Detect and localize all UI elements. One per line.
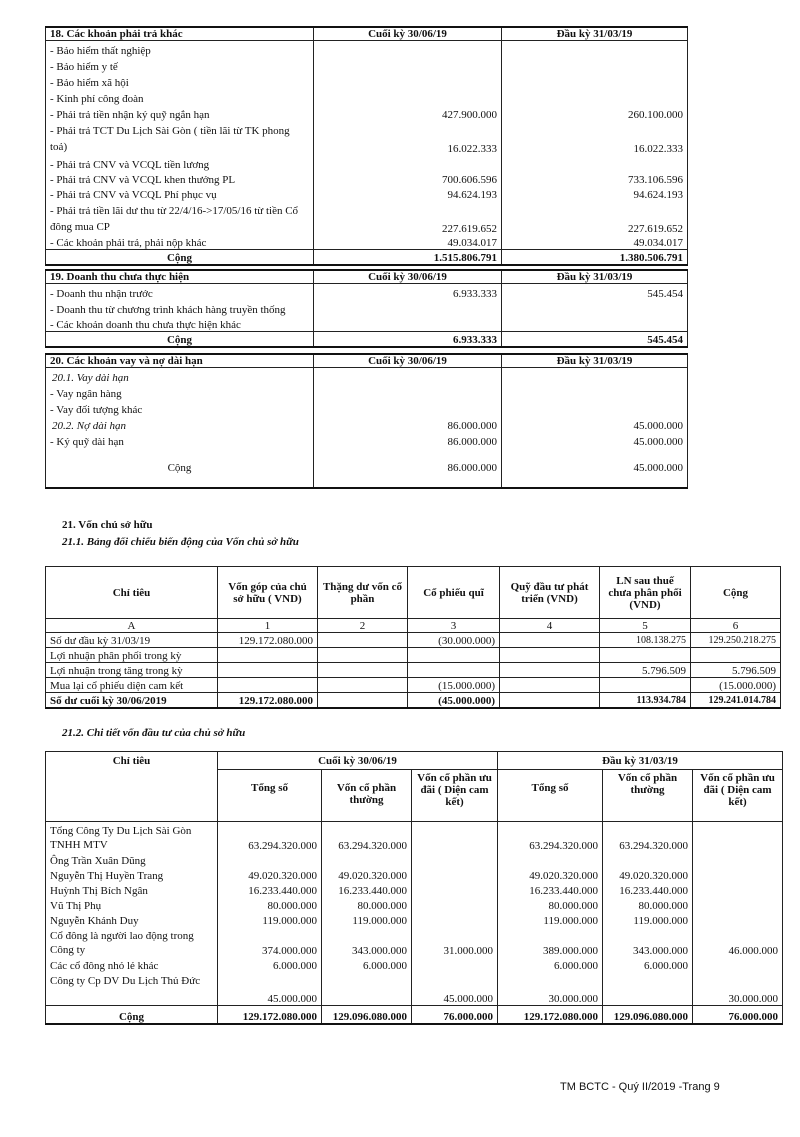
t212-cell: 63.294.320.000 — [218, 822, 322, 852]
t212-head-cuoiky: Cuối kỳ 30/06/19 — [218, 752, 498, 770]
t18-row-end — [314, 155, 502, 171]
t212-cell: 80.000.000 — [603, 897, 693, 912]
t211-head-cong: Cộng — [691, 567, 781, 619]
t212-total-cell: 129.172.080.000 — [498, 1006, 603, 1024]
t18-row-end — [314, 57, 502, 73]
t212-row-label: Huỳnh Thị Bích Ngân — [46, 882, 218, 897]
t212-subhead: Vốn cổ phần ưu đãi ( Diện cam kết) — [693, 770, 783, 822]
t20-row-begin: 45.000.000 — [502, 416, 688, 432]
t211-cell — [218, 648, 318, 663]
t18-row-end: 16.022.333 — [314, 121, 502, 155]
t211-row-label: Lợi nhuận trong tăng trong kỳ — [46, 663, 218, 678]
t212-cell: 63.294.320.000 — [322, 822, 412, 852]
t212-cell: 119.000.000 — [322, 912, 412, 927]
t212-cell: 6.000.000 — [498, 957, 603, 972]
t212-subhead: Vốn cổ phần thường — [603, 770, 693, 822]
t212-cell: 16.233.440.000 — [603, 882, 693, 897]
t211-cell: 5.796.509 — [600, 663, 691, 678]
t212-cell: 31.000.000 — [412, 927, 498, 957]
section-21-title: 21. Vốn chủ sở hữu — [62, 519, 153, 531]
t212-total-cell: 129.096.080.000 — [322, 1006, 412, 1024]
t212-row-label: Các cổ đông nhỏ lẻ khác — [46, 957, 218, 972]
t211-cell — [600, 678, 691, 693]
t20-header-end: Cuối kỳ 30/06/19 — [314, 354, 502, 368]
t18-row-begin — [502, 89, 688, 105]
t19-row-end — [314, 300, 502, 316]
t212-row-label: Ông Trần Xuân Dũng — [46, 852, 218, 867]
t18-row-begin: 260.100.000 — [502, 105, 688, 121]
t211-cell: 5.796.509 — [691, 663, 781, 678]
t20-row-end: 86.000.000 — [314, 416, 502, 432]
t20-row-begin: 45.000.000 — [502, 432, 688, 448]
t19-row-end: 6.933.333 — [314, 284, 502, 300]
t212-cell — [693, 912, 783, 927]
t18-total-label: Cộng — [46, 250, 314, 265]
t212-cell — [693, 867, 783, 882]
t20-row-label: 20.2. Nợ dài hạn — [46, 416, 314, 432]
t212-cell: 49.020.320.000 — [603, 867, 693, 882]
t211-index: 1 — [218, 619, 318, 633]
t18-total-end: 1.515.806.791 — [314, 250, 502, 265]
t212-cell — [218, 852, 322, 867]
t18-row-end — [314, 73, 502, 89]
t212-cell — [412, 912, 498, 927]
t20-row-end — [314, 384, 502, 400]
t211-cell: (15.000.000) — [408, 678, 500, 693]
t211-cell: 113.934.784 — [600, 693, 691, 708]
t211-cell — [318, 663, 408, 678]
t211-index: 3 — [408, 619, 500, 633]
t18-total-begin: 1.380.506.791 — [502, 250, 688, 265]
t211-cell — [500, 633, 600, 648]
t212-row-label: Nguyễn Thị Huyền Trang — [46, 867, 218, 882]
t20-spacer — [314, 474, 502, 488]
t212-cell: 16.233.440.000 — [218, 882, 322, 897]
t212-cell: 49.020.320.000 — [498, 867, 603, 882]
t18-row-label: - Phải trả tiền nhận ký quỹ ngắn hạn — [46, 105, 314, 121]
t212-cell: 16.233.440.000 — [498, 882, 603, 897]
t211-cell: 129.241.014.784 — [691, 693, 781, 708]
t212-cell: 46.000.000 — [693, 927, 783, 957]
t211-row-label: Lợi nhuận phân phối trong kỳ — [46, 648, 218, 663]
t212-head-dauky: Đầu kỳ 31/03/19 — [498, 752, 783, 770]
t212-cell — [603, 972, 693, 1006]
t211-index: 2 — [318, 619, 408, 633]
t211-cell — [318, 693, 408, 708]
t212-cell: 389.000.000 — [498, 927, 603, 957]
t211-cell — [318, 678, 408, 693]
t18-row-label: - Phải trả CNV và VCQL khen thưởng PL — [46, 171, 314, 186]
t19-row-label: - Doanh thu từ chương trình khách hàng truyền thống — [46, 300, 314, 316]
t211-cell — [500, 678, 600, 693]
t211-head-ln-sau-thue: LN sau thuế chưa phân phối (VND) — [600, 567, 691, 619]
t18-row-label: - Bảo hiểm thất nghiệp — [46, 41, 314, 57]
t212-cell: 374.000.000 — [218, 927, 322, 957]
t19-total-begin: 545.454 — [502, 332, 688, 347]
t20-row-label: - Ký quỹ dài hạn — [46, 432, 314, 448]
t18-header-title: 18. Các khoản phải trả khác — [46, 27, 314, 41]
t18-row-label: - Bảo hiểm y tế — [46, 57, 314, 73]
t211-cell: (45.000.000) — [408, 693, 500, 708]
t20-row-begin — [502, 400, 688, 416]
t20-row-label: - Vay ngân hàng — [46, 384, 314, 400]
t212-cell — [412, 852, 498, 867]
t18-row-begin — [502, 57, 688, 73]
t212-cell: 6.000.000 — [322, 957, 412, 972]
t212-cell: 45.000.000 — [412, 972, 498, 1006]
t18-header-begin: Đầu kỳ 31/03/19 — [502, 27, 688, 41]
section-21-1-title: 21.1. Bảng đối chiếu biến động của Vốn chủ sở hữu — [62, 536, 299, 548]
t19-row-begin — [502, 300, 688, 316]
t18-row-begin — [502, 41, 688, 57]
t212-cell — [412, 957, 498, 972]
table-19-unearned-revenue — [45, 269, 688, 348]
t212-cell: 343.000.000 — [322, 927, 412, 957]
t211-row-label: Số dư đầu kỳ 31/03/19 — [46, 633, 218, 648]
t18-row-end: 427.900.000 — [314, 105, 502, 121]
t20-row-end — [314, 400, 502, 416]
t212-cell — [693, 882, 783, 897]
t19-row-label: - Doanh thu nhận trước — [46, 284, 314, 300]
t212-cell: 6.000.000 — [218, 957, 322, 972]
t212-cell: 6.000.000 — [603, 957, 693, 972]
t18-header-end: Cuối kỳ 30/06/19 — [314, 27, 502, 41]
t212-cell: 49.020.320.000 — [322, 867, 412, 882]
t212-total-label: Cộng — [46, 1006, 218, 1024]
section-21-2-title: 21.2. Chi tiết vốn đầu tư của chủ sở hữu — [62, 727, 246, 739]
t212-cell: 80.000.000 — [322, 897, 412, 912]
t18-row-begin: 227.619.652 — [502, 201, 688, 235]
table-18-other-payables — [45, 26, 688, 266]
t212-cell: 16.233.440.000 — [322, 882, 412, 897]
t212-head-chitieu: Chỉ tiêu — [46, 752, 218, 822]
t18-row-label: - Các khoản phải trả, phải nộp khác — [46, 235, 314, 250]
t211-index: 6 — [691, 619, 781, 633]
t212-row-label: Cổ đông là người lao động trong Công ty — [46, 927, 218, 957]
t212-row-label: Tổng Công Ty Du Lịch Sài Gòn TNHH MTV — [46, 822, 218, 852]
t211-head-thang-du: Thặng dư vốn cổ phần — [318, 567, 408, 619]
t19-row-label: - Các khoản doanh thu chưa thực hiện khác — [46, 316, 314, 332]
t212-cell: 80.000.000 — [498, 897, 603, 912]
t212-cell — [498, 852, 603, 867]
t212-cell — [693, 822, 783, 852]
t212-row-label: Công ty Cp DV Du Lịch Thủ Đức — [46, 972, 218, 1006]
t18-row-begin — [502, 155, 688, 171]
t211-cell — [218, 678, 318, 693]
t212-cell: 343.000.000 — [603, 927, 693, 957]
t212-cell: 45.000.000 — [218, 972, 322, 1006]
t18-row-end — [314, 41, 502, 57]
t212-subhead: Vốn cổ phần ưu đãi ( Diện cam kết) — [412, 770, 498, 822]
t211-cell: 108.138.275 — [600, 633, 691, 648]
t212-total-cell: 129.096.080.000 — [603, 1006, 693, 1024]
table-21-1-equity-changes — [45, 566, 781, 709]
t212-cell: 30.000.000 — [498, 972, 603, 1006]
t18-row-begin: 94.624.193 — [502, 186, 688, 201]
t212-cell — [693, 897, 783, 912]
t212-cell: 63.294.320.000 — [603, 822, 693, 852]
t20-row-label: 20.1. Vay dài hạn — [46, 368, 314, 384]
t18-row-label: - Bảo hiểm xã hội — [46, 73, 314, 89]
t211-cell — [600, 648, 691, 663]
t18-row-label: - Kinh phí công đoàn — [46, 89, 314, 105]
table-20-long-term-loans — [45, 353, 688, 489]
t211-head-quy-dau-tu: Quỹ đầu tư phát triển (VND) — [500, 567, 600, 619]
t19-row-begin — [502, 316, 688, 332]
t18-row-label: - Phải trả CNV và VCQL Phí phục vụ — [46, 186, 314, 201]
t212-subhead: Tổng số — [498, 770, 603, 822]
t19-header-end: Cuối kỳ 30/06/19 — [314, 270, 502, 284]
t212-cell: 119.000.000 — [498, 912, 603, 927]
t211-cell — [500, 693, 600, 708]
t212-cell: 63.294.320.000 — [498, 822, 603, 852]
t18-row-label: - Phải trả CNV và VCQL tiền lương — [46, 155, 314, 171]
t18-row-begin: 733.106.596 — [502, 171, 688, 186]
t212-total-cell: 129.172.080.000 — [218, 1006, 322, 1024]
t19-header-begin: Đầu kỳ 31/03/19 — [502, 270, 688, 284]
t20-row-begin — [502, 368, 688, 384]
t211-index: A — [46, 619, 218, 633]
t20-spacer — [502, 474, 688, 488]
t20-row-label: - Vay đối tượng khác — [46, 400, 314, 416]
t18-row-end: 227.619.652 — [314, 201, 502, 235]
t18-row-begin — [502, 73, 688, 89]
t19-total-label: Cộng — [46, 332, 314, 347]
t211-cell: (30.000.000) — [408, 633, 500, 648]
t211-index: 5 — [600, 619, 691, 633]
t211-head-chitieu: Chỉ tiêu — [46, 567, 218, 619]
t212-cell: 80.000.000 — [218, 897, 322, 912]
t20-spacer — [46, 474, 314, 488]
t211-cell: 129.172.080.000 — [218, 693, 318, 708]
t211-head-von-gop: Vốn góp của chủ sở hữu ( VND) — [218, 567, 318, 619]
t212-cell: 119.000.000 — [603, 912, 693, 927]
t18-row-begin: 49.034.017 — [502, 235, 688, 250]
t211-cell — [408, 648, 500, 663]
t212-row-label: Nguyễn Khánh Duy — [46, 912, 218, 927]
t20-total-label: Cộng — [46, 448, 314, 474]
t19-header-title: 19. Doanh thu chưa thực hiện — [46, 270, 314, 284]
t211-cell — [318, 633, 408, 648]
t211-cell: (15.000.000) — [691, 678, 781, 693]
t212-cell — [412, 822, 498, 852]
t20-total-begin: 45.000.000 — [502, 448, 688, 474]
t212-cell — [693, 957, 783, 972]
t212-cell: 119.000.000 — [218, 912, 322, 927]
t211-cell — [408, 663, 500, 678]
t20-header-begin: Đầu kỳ 31/03/19 — [502, 354, 688, 368]
t19-row-end — [314, 316, 502, 332]
t211-row-label: Mua lại cổ phiếu diện cam kết — [46, 678, 218, 693]
t211-cell: 129.250.218.275 — [691, 633, 781, 648]
t211-cell — [318, 648, 408, 663]
t18-row-end: 49.034.017 — [314, 235, 502, 250]
t20-header-title: 20. Các khoản vay và nợ dài hạn — [46, 354, 314, 368]
t212-cell: 30.000.000 — [693, 972, 783, 1006]
t18-row-label: - Phải trả tiền lãi dư thu từ 22/4/16->17/05/16 từ tiền Cổ đông mua CP — [46, 201, 314, 235]
page-footer: TM BCTC - Quý II/2019 -Trang 9 — [560, 1081, 720, 1093]
t20-row-end — [314, 368, 502, 384]
t212-cell — [322, 852, 412, 867]
t212-cell — [603, 852, 693, 867]
t212-cell: 49.020.320.000 — [218, 867, 322, 882]
t18-row-end: 700.606.596 — [314, 171, 502, 186]
t211-index: 4 — [500, 619, 600, 633]
t212-subhead: Vốn cổ phần thường — [322, 770, 412, 822]
t212-cell — [412, 897, 498, 912]
t212-cell — [412, 882, 498, 897]
t18-row-end: 94.624.193 — [314, 186, 502, 201]
table-21-2-owner-capital-detail — [45, 751, 783, 1025]
t19-total-end: 6.933.333 — [314, 332, 502, 347]
t211-row-label: Số dư cuối kỳ 30/06/2019 — [46, 693, 218, 708]
t212-total-cell: 76.000.000 — [412, 1006, 498, 1024]
t212-row-label: Vũ Thị Phụ — [46, 897, 218, 912]
t20-row-end: 86.000.000 — [314, 432, 502, 448]
t211-cell — [500, 663, 600, 678]
t20-total-end: 86.000.000 — [314, 448, 502, 474]
t212-total-cell: 76.000.000 — [693, 1006, 783, 1024]
t211-cell: 129.172.080.000 — [218, 633, 318, 648]
t18-row-end — [314, 89, 502, 105]
t211-cell — [500, 648, 600, 663]
t211-head-co-phieu-qui: Cổ phiếu quĩ — [408, 567, 500, 619]
t211-cell — [218, 663, 318, 678]
t20-row-begin — [502, 384, 688, 400]
t212-cell — [412, 867, 498, 882]
t19-row-begin: 545.454 — [502, 284, 688, 300]
t212-cell — [693, 852, 783, 867]
t211-cell — [691, 648, 781, 663]
t18-row-label: - Phải trả TCT Du Lịch Sài Gòn ( tiền lãi từ TK phong toả) — [46, 121, 314, 155]
t18-row-begin: 16.022.333 — [502, 121, 688, 155]
t212-subhead: Tổng số — [218, 770, 322, 822]
t212-cell — [322, 972, 412, 1006]
